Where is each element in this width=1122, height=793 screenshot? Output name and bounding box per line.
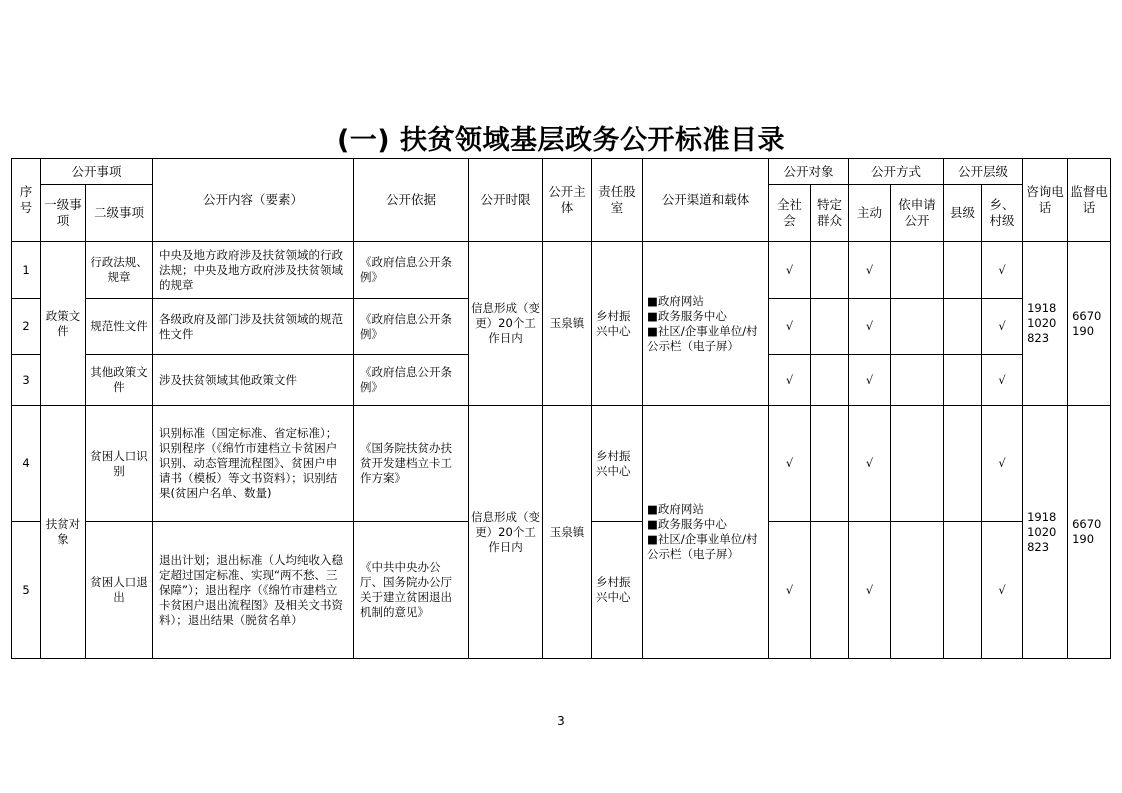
page-number: 3 [557, 714, 565, 728]
check-active: √ [849, 242, 891, 299]
row-seq: 4 [12, 406, 41, 522]
channel-item: ■社区/企事业单位/村公示栏（电子屏） [647, 532, 758, 561]
header-level1: 一级事项 [41, 185, 86, 242]
header-content: 公开内容（要素） [153, 159, 354, 242]
check-active: √ [849, 406, 891, 522]
check-county [944, 299, 982, 355]
content-cell: 涉及扶贫领域其他政策文件 [153, 355, 354, 406]
header-basis: 公开依据 [354, 159, 469, 242]
check-specific [811, 522, 849, 659]
header-level2: 二级事项 [86, 185, 153, 242]
table-row [12, 242, 1111, 299]
time-limit-cell: 信息形成（变更）20个工作日内 [469, 406, 543, 659]
subject-cell: 玉泉镇 [543, 242, 592, 406]
header-level-county: 县级 [944, 185, 982, 242]
level2-cell: 规范性文件 [86, 299, 153, 355]
check-all: √ [769, 355, 811, 406]
header-method-apply: 依申请公开 [891, 185, 944, 242]
header-channel: 公开渠道和载体 [643, 159, 769, 242]
level2-cell: 贫困人口识别 [86, 406, 153, 522]
check-town: √ [982, 406, 1023, 522]
check-town: √ [982, 242, 1023, 299]
channel-item: ■社区/企事业单位/村公示栏（电子屏） [647, 323, 758, 353]
check-active: √ [849, 522, 891, 659]
check-apply [891, 242, 944, 299]
header-dept: 责任股室 [592, 159, 643, 242]
header-row-1 [12, 159, 1111, 185]
check-all: √ [769, 406, 811, 522]
channel-item: ■政府网站 [647, 293, 704, 308]
check-town: √ [982, 355, 1023, 406]
basis-cell: 《政府信息公开条例》 [354, 355, 469, 406]
check-county [944, 406, 982, 522]
check-specific [811, 299, 849, 355]
row-seq: 5 [12, 522, 41, 659]
row-seq: 2 [12, 299, 41, 355]
header-level-town: 乡、村级 [982, 185, 1023, 242]
header-method-active: 主动 [849, 185, 891, 242]
basis-cell: 《中共中央办公厅、国务院办公厅关于建立贫困退出机制的意见》 [354, 522, 469, 659]
time-limit-cell: 信息形成（变更）20个工作日内 [469, 242, 543, 406]
header-level: 公开层级 [944, 159, 1023, 185]
check-apply [891, 522, 944, 659]
header-target-all: 全社会 [769, 185, 811, 242]
header-subject: 公开主体 [543, 159, 592, 242]
check-specific [811, 406, 849, 522]
dept-cell: 乡村振兴中心 [592, 406, 643, 522]
channel-cell [643, 406, 769, 659]
check-all: √ [769, 522, 811, 659]
channel-cell [643, 242, 769, 406]
channel-item: ■政府网站 [647, 502, 704, 516]
supervise-phone: 6670190 [1068, 406, 1111, 659]
check-all: √ [769, 299, 811, 355]
header-time-limit: 公开时限 [469, 159, 543, 242]
page-title: (一) 扶贫领域基层政务公开标准目录 [336, 125, 786, 156]
content-cell: 各级政府及部门涉及扶贫领域的规范性文件 [153, 299, 354, 355]
basis-cell: 《政府信息公开条例》 [354, 299, 469, 355]
check-all: √ [769, 242, 811, 299]
header-supervise: 监督电话 [1068, 159, 1111, 242]
content-cell: 退出计划；退出标准（人均纯收入稳定超过国定标准、实现“两不愁、三保障”）；退出程序（《绵竹市建档立卡贫困户退出流程图》及相关文书资料）；退出结果（脱贫名单） [153, 522, 354, 659]
check-town: √ [982, 299, 1023, 355]
channel-item: ■政务服务中心 [647, 308, 727, 323]
level2-cell: 其他政策文件 [86, 355, 153, 406]
level1-cell: 扶贫对象 [41, 406, 86, 659]
dept-cell: 乡村振兴中心 [592, 522, 643, 659]
table-row [12, 406, 1111, 522]
dept-cell: 乡村振兴中心 [592, 242, 643, 406]
content-cell: 中央及地方政府涉及扶贫领域的行政法规；中央及地方政府涉及扶贫领域的规章 [153, 242, 354, 299]
check-specific [811, 242, 849, 299]
header-seq: 序号 [12, 159, 41, 242]
check-apply [891, 299, 944, 355]
consult-phone: 19181020823 [1023, 242, 1068, 406]
check-apply [891, 406, 944, 522]
header-target: 公开对象 [769, 159, 849, 185]
standard-catalog-table [11, 158, 1111, 659]
header-target-specific: 特定群众 [811, 185, 849, 242]
header-consult: 咨询电话 [1023, 159, 1068, 242]
check-county [944, 522, 982, 659]
level1-cell: 政策文件 [41, 242, 86, 406]
basis-cell: 《国务院扶贫办扶贫开发建档立卡工作方案》 [354, 406, 469, 522]
header-method: 公开方式 [849, 159, 944, 185]
check-county [944, 242, 982, 299]
check-specific [811, 355, 849, 406]
content-cell: 识别标准（国定标准、省定标准）；识别程序（《绵竹市建档立卡贫困户识别、动态管理流程图》、贫困户申请书（模板）等文书资料）；识别结果(贫困户名单、数量) [153, 406, 354, 522]
row-seq: 3 [12, 355, 41, 406]
level2-cell: 贫困人口退出 [86, 522, 153, 659]
basis-cell: 《政府信息公开条例》 [354, 242, 469, 299]
row-seq: 1 [12, 242, 41, 299]
subject-cell: 玉泉镇 [543, 406, 592, 659]
check-active: √ [849, 355, 891, 406]
consult-phone: 19181020823 [1023, 406, 1068, 659]
level2-cell: 行政法规、规章 [86, 242, 153, 299]
check-apply [891, 355, 944, 406]
supervise-phone: 6670190 [1068, 242, 1111, 406]
check-town: √ [982, 522, 1023, 659]
channel-item: ■政务服务中心 [647, 517, 727, 531]
check-county [944, 355, 982, 406]
check-active: √ [849, 299, 891, 355]
header-public-matters: 公开事项 [41, 159, 153, 185]
